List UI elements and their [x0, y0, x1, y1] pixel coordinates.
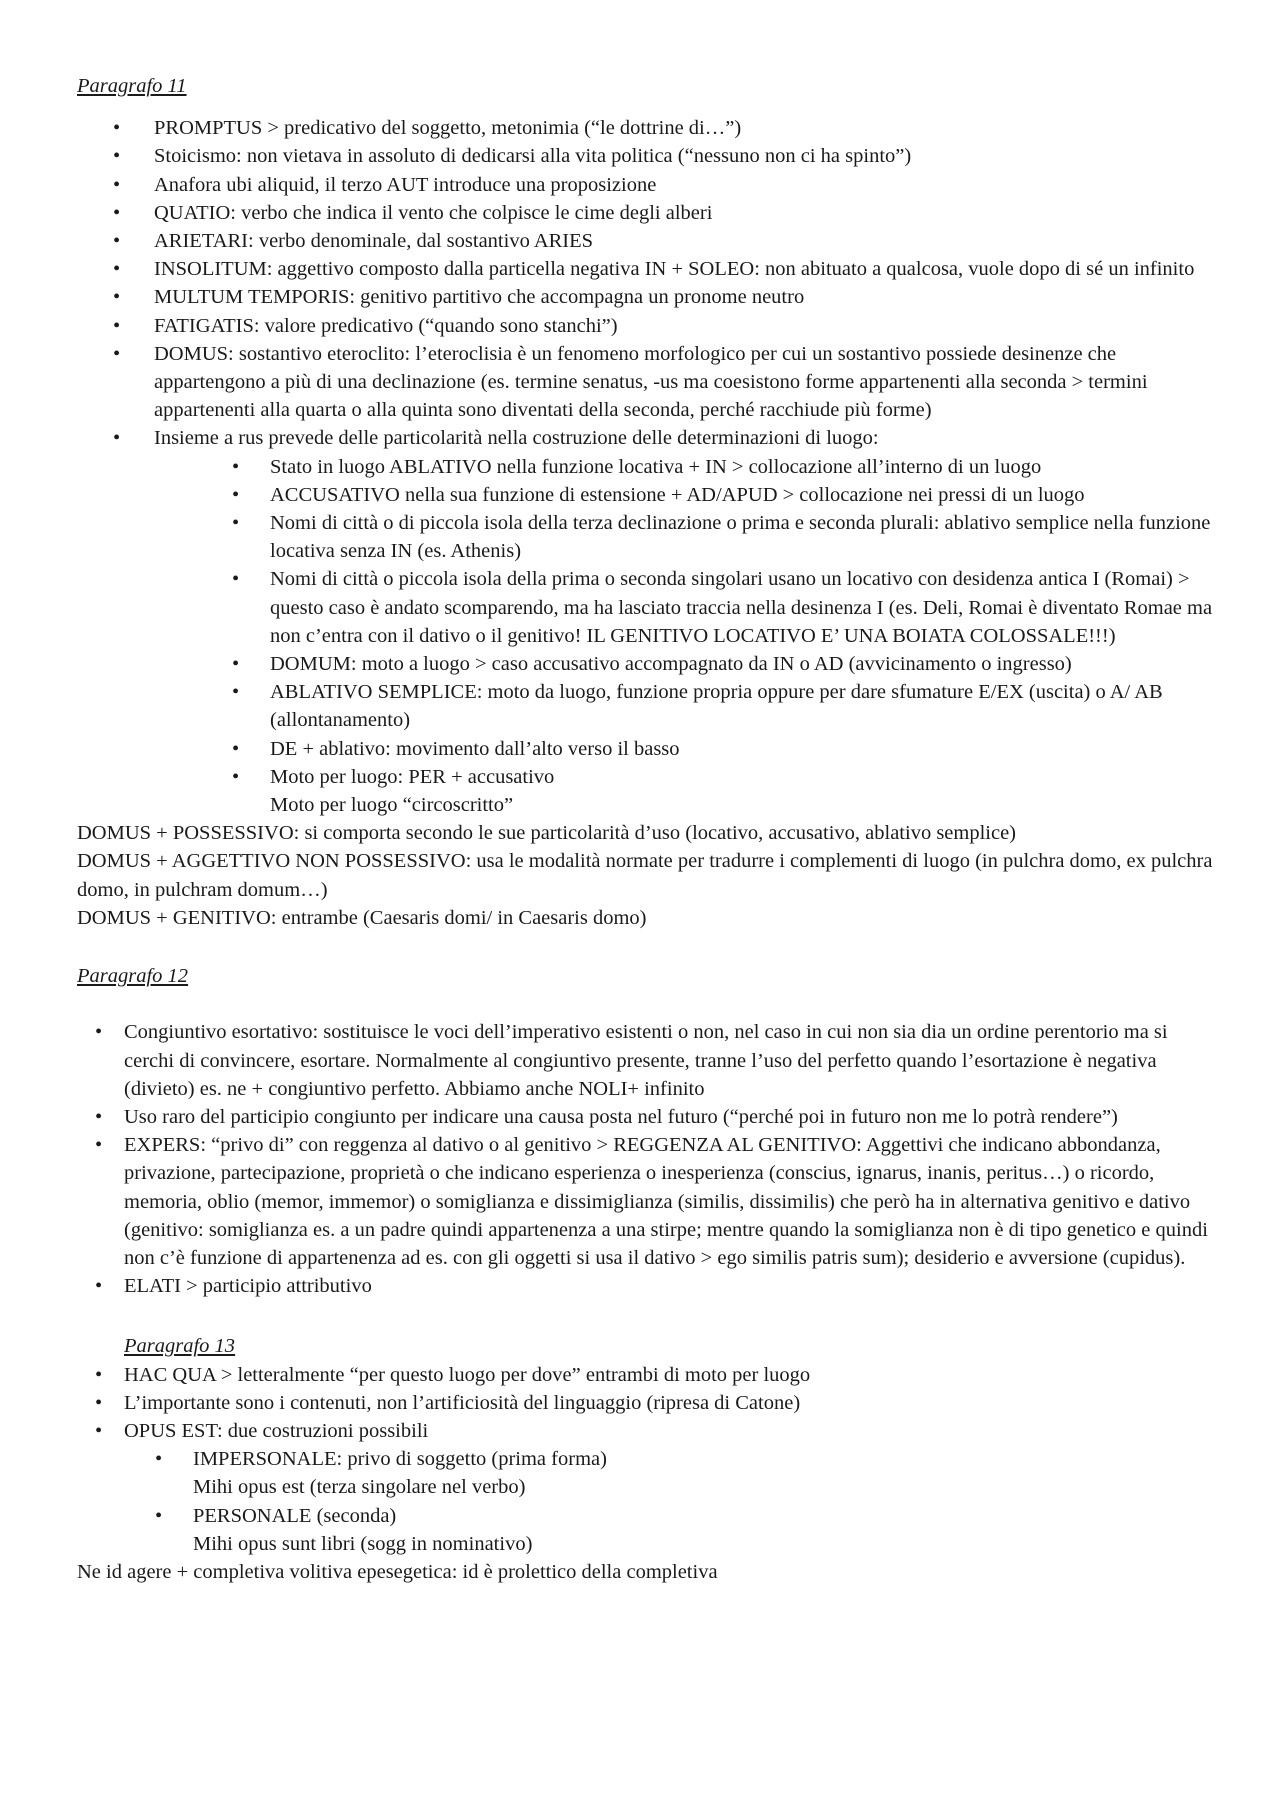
list-item: • FATIGATIS: valore predicativo (“quando sono stanchi”) [77, 312, 1217, 340]
sub-list-item-text: IMPERSONALE: privo di soggetto (prima forma) [193, 1448, 607, 1471]
domus-line: DOMUS + AGGETTIVO NON POSSESSIVO: usa le modalità normate per tradurre i complementi di luogo (in pulchra domo, ex pulchra domo, in pulchram domum…) [77, 850, 1213, 901]
sub-list-item: • ABLATIVO SEMPLICE: moto da luogo, funzione propria oppure per dare sfumature E/EX (uscita) o A/ AB (allontanamento) [154, 678, 1217, 734]
sub-list-item: • Nomi di città o piccola isola della prima o seconda singolari usano un locativo con desidenza antica I (Romai) > questo caso è andato scomparendo, ma ha lasciato traccia nella desinenza I (es. Deli, Romai è diventato Romae ma non c’entra con il dativo o il genitivo! IL GENITIVO LOCATIVO E’ UNA BOIATA COLOSSALE!!!) [154, 565, 1217, 650]
document-page [77, 72, 1217, 1586]
sub-list-item-text: PERSONALE (seconda) [193, 1504, 397, 1527]
section-heading-p11: Paragrafo 11 [77, 75, 187, 97]
list-item: • PROMPTUS > predicativo del soggetto, metonimia (“le dottrine di…”) [77, 114, 1217, 142]
list-item [77, 1417, 1217, 1558]
list-item: • Anafora ubi aliquid, il terzo AUT introduce una proposizione [77, 171, 1217, 199]
closing-line: Ne id agere + completiva volitiva epesegetica: id è prolettico della completiva [77, 1560, 718, 1583]
sub-list-opus-est [124, 1445, 1217, 1558]
list-item: • ARIETARI: verbo denominale, dal sostantivo ARIES [77, 227, 1217, 255]
list-item: • L’importante sono i contenuti, non l’artificiosità del linguaggio (ripresa di Catone) [77, 1389, 1217, 1417]
list-item: • INSOLITUM: aggettivo composto dalla particella negativa IN + SOLEO: non abituato a qualcosa, vuole dopo di sé un infinito [77, 255, 1217, 283]
list-item: • QUATIO: verbo che indica il vento che colpisce le cime degli alberi [77, 199, 1217, 227]
sub-list-item-continuation: Mihi opus est (terza singolare nel verbo) [193, 1476, 526, 1499]
domus-line: DOMUS + POSSESSIVO: si comporta secondo le sue particolarità d’uso (locativo, accusativo, ablativo semplice) [77, 822, 1017, 845]
section-heading-p13: Paragrafo 13 [124, 1335, 236, 1358]
list-item: • EXPERS: “privo di” con reggenza al dativo o al genitivo > REGGENZA AL GENITIVO: Aggettivi che indicano abbondanza, privazione, partecipazione, proprietà o che indicano esperienza o inesperienza (conscius, ignarus, inanis, peritus…) o ricordo, memoria, oblio (memor, immemor) o somiglianza e dissimiglianza (similis, dissimilis) che però ha in alternativa genitivo e dativo (genitivo: somiglianza es. a un padre quindi appartenenza a una stirpe; mentre quando la somiglianza non è di tipo genetico e quindi non c’è funzione di appartenenza ad es. con gli oggetti si usa il dativo > ego similis patris sum); desiderio e avversione (cupidus). [77, 1131, 1217, 1272]
list-item: • DOMUS: sostantivo eteroclito: l’eteroclisia è un fenomeno morfologico per cui un sostantivo possiede desinenze che appartengono a più di una declinazione (es. termine senatus, -us ma coesistono forme appartenenti alla seconda > termini appartenenti alla quarta o alla quinta sono diventati della seconda, perché racchiude più forme) [77, 340, 1217, 425]
sub-list-item-text: Moto per luogo: PER + accusativo [270, 765, 555, 788]
list-item: • Uso raro del participio congiunto per indicare una causa posta nel futuro (“perché poi in futuro non me lo potrà rendere”) [77, 1103, 1217, 1131]
sub-list-luogo [231, 453, 1217, 820]
sub-list-item [77, 1445, 1217, 1501]
sub-list-item-continuation: Mihi opus sunt libri (sogg in nominativo) [193, 1532, 533, 1555]
list-item: • HAC QUA > letteralmente “per questo luogo per dove” entrambi di moto per luogo [77, 1361, 1217, 1389]
list-item: • ELATI > participio attributivo [77, 1272, 1217, 1300]
bullet-list-p13 [77, 1361, 1217, 1558]
sub-list-item: • Stato in luogo ABLATIVO nella funzione locativa + IN > collocazione all’interno di un luogo [154, 453, 1217, 481]
bullet-list-p12 [77, 1018, 1217, 1300]
list-item: • Stoicismo: non vietava in assoluto di dedicarsi alla vita politica (“nessuno non ci ha spinto”) [77, 142, 1217, 170]
sub-list-item: • DOMUM: moto a luogo > caso accusativo accompagnato da IN o AD (avvicinamento o ingresso) [154, 650, 1217, 678]
sub-list-item [77, 1502, 1217, 1558]
sub-list-item-continuation: Moto per luogo “circoscritto” [270, 794, 514, 817]
section-heading-p12: Paragrafo 12 [77, 965, 189, 988]
list-item [77, 424, 1217, 819]
list-item: • Congiuntivo esortativo: sostituisce le voci dell’imperativo esistenti o non, nel caso in cui non sia dia un ordine perentorio ma si cerchi di convincere, esortare. Normalmente al congiuntivo presente, tranne l’uso del perfetto quando l’esortazione è negativa (divieto) es. ne + congiuntivo perfetto. Abbiamo anche NOLI+ infinito [77, 1018, 1217, 1103]
sub-list-item: • DE + ablativo: movimento dall’alto verso il basso [154, 735, 1217, 763]
list-item-text: OPUS EST: due costruzioni possibili [124, 1419, 429, 1442]
list-item-text: Insieme a rus prevede delle particolarità nella costruzione delle determinazioni di luogo: [154, 427, 879, 450]
bullet-list-p11 [77, 114, 1217, 819]
sub-list-item: • ACCUSATIVO nella sua funzione di estensione + AD/APUD > collocazione nei pressi di un luogo [154, 481, 1217, 509]
sub-list-item [154, 763, 1217, 819]
sub-list-item: • Nomi di città o di piccola isola della terza declinazione o prima e seconda plurali: ablativo semplice nella funzione locativa senza IN (es. Athenis) [154, 509, 1217, 565]
domus-line: DOMUS + GENITIVO: entrambe (Caesaris domi/ in Caesaris domo) [77, 906, 647, 929]
list-item: • MULTUM TEMPORIS: genitivo partitivo che accompagna un pronome neutro [77, 283, 1217, 311]
